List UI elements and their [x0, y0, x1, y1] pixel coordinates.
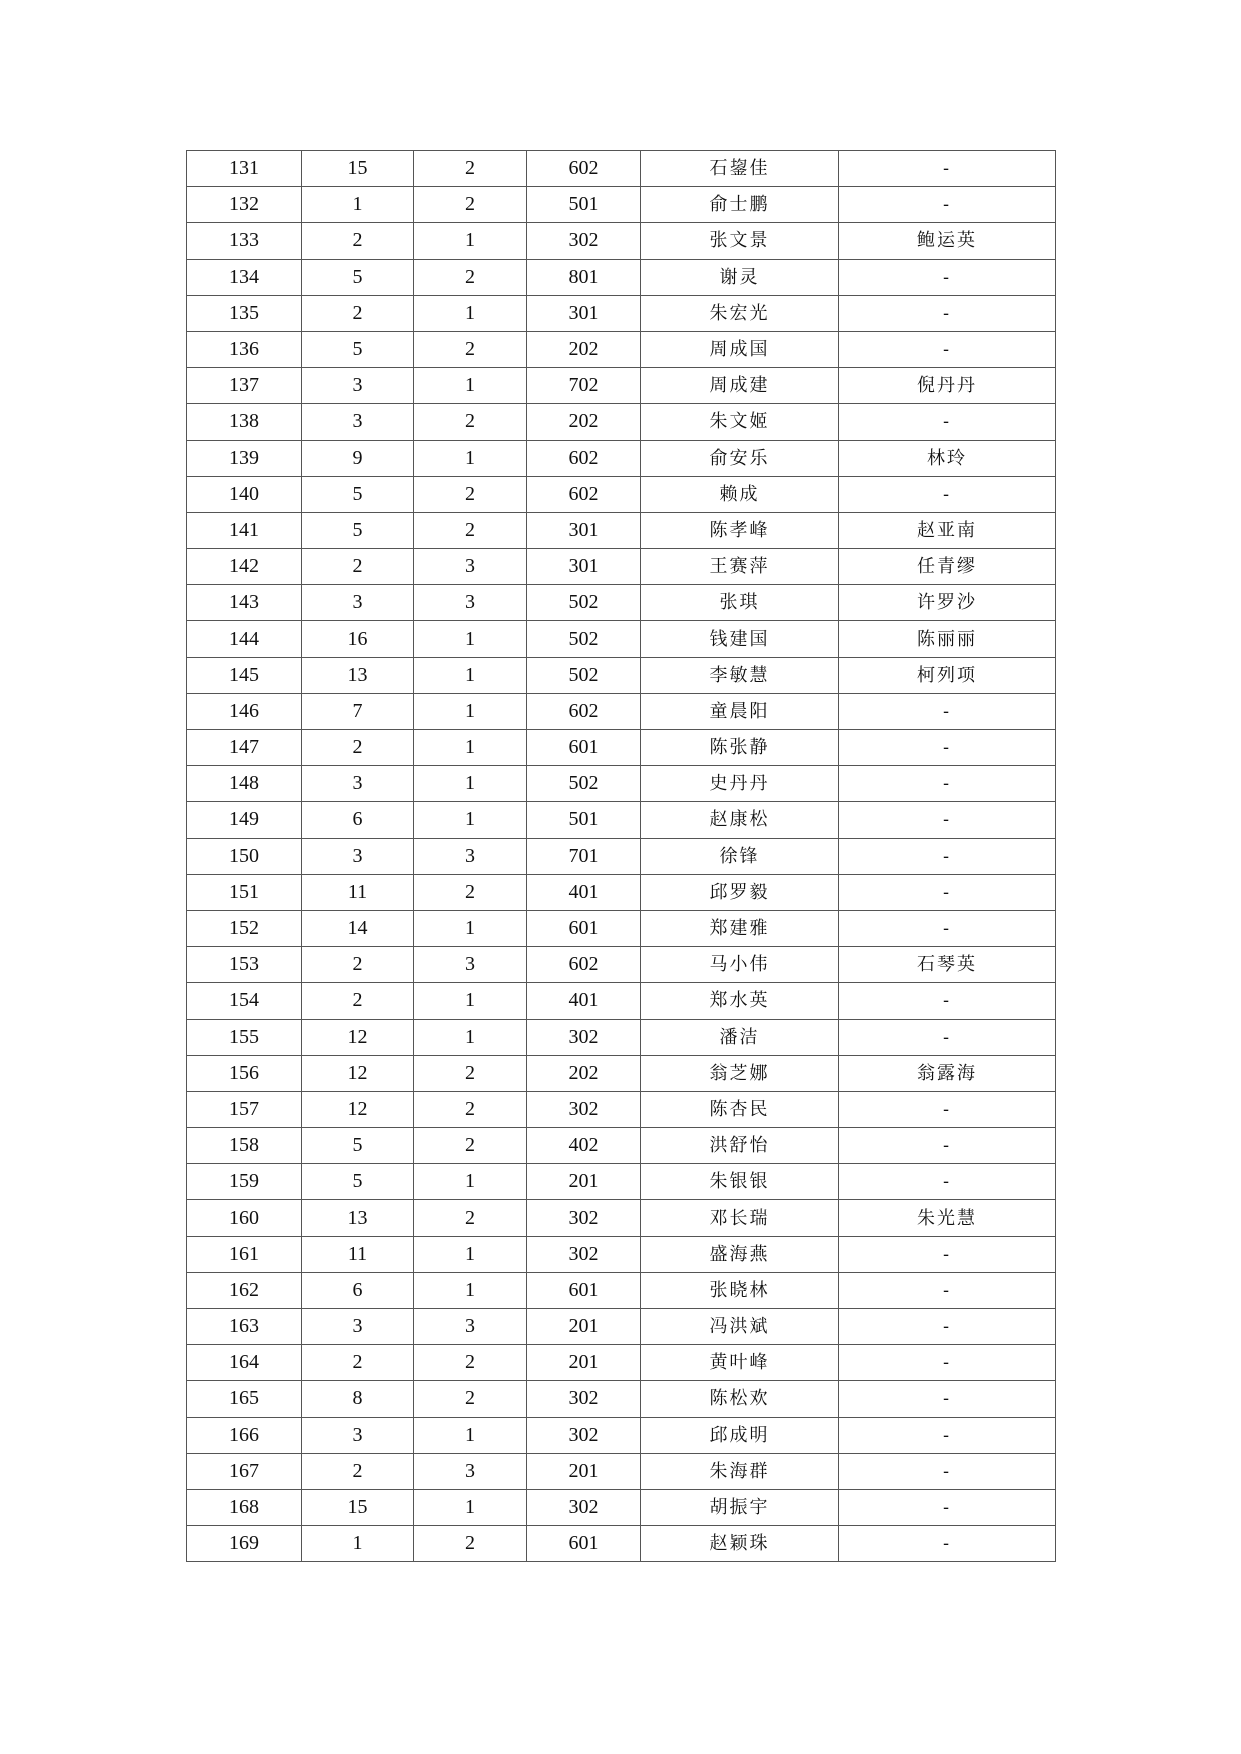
room-cell: 601: [527, 1272, 641, 1308]
room-cell: 702: [527, 368, 641, 404]
partner-cell: -: [839, 1019, 1056, 1055]
row-number-cell: 140: [187, 476, 302, 512]
room-cell: 202: [527, 404, 641, 440]
type-cell: 1: [414, 368, 527, 404]
row-number-cell: 131: [187, 151, 302, 187]
name-cell: 郑水英: [641, 983, 839, 1019]
count-cell: 12: [302, 1055, 414, 1091]
type-cell: 2: [414, 1055, 527, 1091]
room-cell: 401: [527, 874, 641, 910]
room-cell: 302: [527, 1091, 641, 1127]
table-row: [187, 512, 1056, 548]
partner-cell: -: [839, 331, 1056, 367]
row-number-cell: 160: [187, 1200, 302, 1236]
type-cell: 1: [414, 730, 527, 766]
partner-cell: 翁露海: [839, 1055, 1056, 1091]
table-body: [187, 151, 1056, 1562]
room-cell: 302: [527, 1381, 641, 1417]
table-row: [187, 368, 1056, 404]
name-cell: 陈孝峰: [641, 512, 839, 548]
name-cell: 邱罗毅: [641, 874, 839, 910]
partner-cell: 倪丹丹: [839, 368, 1056, 404]
type-cell: 1: [414, 983, 527, 1019]
name-cell: 赵颖珠: [641, 1526, 839, 1562]
partner-cell: -: [839, 1164, 1056, 1200]
partner-cell: -: [839, 1453, 1056, 1489]
partner-cell: 石琴英: [839, 947, 1056, 983]
table-row: [187, 947, 1056, 983]
row-number-cell: 148: [187, 766, 302, 802]
count-cell: 6: [302, 802, 414, 838]
row-number-cell: 159: [187, 1164, 302, 1200]
room-cell: 602: [527, 151, 641, 187]
partner-cell: -: [839, 1417, 1056, 1453]
type-cell: 2: [414, 1200, 527, 1236]
type-cell: 3: [414, 585, 527, 621]
count-cell: 15: [302, 151, 414, 187]
partner-cell: 许罗沙: [839, 585, 1056, 621]
name-cell: 洪舒怡: [641, 1128, 839, 1164]
name-cell: 陈张静: [641, 730, 839, 766]
type-cell: 1: [414, 1489, 527, 1525]
row-number-cell: 163: [187, 1309, 302, 1345]
name-cell: 谢灵: [641, 259, 839, 295]
table-row: [187, 549, 1056, 585]
name-cell: 俞安乐: [641, 440, 839, 476]
room-cell: 602: [527, 440, 641, 476]
partner-cell: -: [839, 1128, 1056, 1164]
count-cell: 1: [302, 1526, 414, 1562]
count-cell: 6: [302, 1272, 414, 1308]
count-cell: 2: [302, 223, 414, 259]
table-row: [187, 1526, 1056, 1562]
row-number-cell: 157: [187, 1091, 302, 1127]
type-cell: 3: [414, 947, 527, 983]
room-cell: 202: [527, 331, 641, 367]
count-cell: 1: [302, 187, 414, 223]
type-cell: 1: [414, 1236, 527, 1272]
partner-cell: -: [839, 983, 1056, 1019]
row-number-cell: 152: [187, 910, 302, 946]
room-cell: 401: [527, 983, 641, 1019]
name-cell: 朱宏光: [641, 295, 839, 331]
type-cell: 1: [414, 1164, 527, 1200]
row-number-cell: 147: [187, 730, 302, 766]
row-number-cell: 136: [187, 331, 302, 367]
row-number-cell: 155: [187, 1019, 302, 1055]
name-cell: 郑建雅: [641, 910, 839, 946]
room-cell: 601: [527, 1526, 641, 1562]
row-number-cell: 168: [187, 1489, 302, 1525]
table-row: [187, 730, 1056, 766]
room-cell: 301: [527, 549, 641, 585]
type-cell: 3: [414, 838, 527, 874]
room-cell: 602: [527, 947, 641, 983]
type-cell: 2: [414, 1526, 527, 1562]
name-cell: 徐锋: [641, 838, 839, 874]
count-cell: 5: [302, 331, 414, 367]
type-cell: 1: [414, 1019, 527, 1055]
table-row: [187, 1489, 1056, 1525]
count-cell: 2: [302, 295, 414, 331]
room-cell: 601: [527, 910, 641, 946]
name-cell: 黄叶峰: [641, 1345, 839, 1381]
count-cell: 5: [302, 512, 414, 548]
partner-cell: -: [839, 766, 1056, 802]
count-cell: 11: [302, 874, 414, 910]
room-cell: 201: [527, 1453, 641, 1489]
row-number-cell: 167: [187, 1453, 302, 1489]
table-row: [187, 331, 1056, 367]
count-cell: 5: [302, 1128, 414, 1164]
table-row: [187, 838, 1056, 874]
name-cell: 李敏慧: [641, 657, 839, 693]
row-number-cell: 156: [187, 1055, 302, 1091]
table-row: [187, 1453, 1056, 1489]
count-cell: 3: [302, 404, 414, 440]
name-cell: 翁芝娜: [641, 1055, 839, 1091]
name-cell: 张琪: [641, 585, 839, 621]
room-cell: 202: [527, 1055, 641, 1091]
partner-cell: -: [839, 730, 1056, 766]
partner-cell: -: [839, 1091, 1056, 1127]
name-cell: 童晨阳: [641, 693, 839, 729]
partner-cell: -: [839, 151, 1056, 187]
row-number-cell: 158: [187, 1128, 302, 1164]
room-cell: 502: [527, 585, 641, 621]
name-cell: 邓长瑞: [641, 1200, 839, 1236]
table-row: [187, 983, 1056, 1019]
table-row: [187, 1417, 1056, 1453]
name-cell: 俞士鹏: [641, 187, 839, 223]
count-cell: 3: [302, 585, 414, 621]
row-number-cell: 161: [187, 1236, 302, 1272]
count-cell: 9: [302, 440, 414, 476]
name-cell: 马小伟: [641, 947, 839, 983]
partner-cell: -: [839, 187, 1056, 223]
type-cell: 1: [414, 1272, 527, 1308]
row-number-cell: 133: [187, 223, 302, 259]
count-cell: 13: [302, 657, 414, 693]
partner-cell: -: [839, 295, 1056, 331]
type-cell: 1: [414, 1417, 527, 1453]
name-cell: 张晓林: [641, 1272, 839, 1308]
table-row: [187, 1345, 1056, 1381]
table-row: [187, 259, 1056, 295]
partner-cell: -: [839, 1236, 1056, 1272]
row-number-cell: 144: [187, 621, 302, 657]
table-row: [187, 874, 1056, 910]
row-number-cell: 143: [187, 585, 302, 621]
count-cell: 2: [302, 1345, 414, 1381]
table-row: [187, 585, 1056, 621]
name-cell: 潘洁: [641, 1019, 839, 1055]
table-row: [187, 1272, 1056, 1308]
count-cell: 13: [302, 1200, 414, 1236]
partner-cell: -: [839, 1345, 1056, 1381]
table-row: [187, 1091, 1056, 1127]
type-cell: 2: [414, 512, 527, 548]
count-cell: 3: [302, 838, 414, 874]
type-cell: 3: [414, 549, 527, 585]
type-cell: 2: [414, 331, 527, 367]
row-number-cell: 154: [187, 983, 302, 1019]
table-row: [187, 766, 1056, 802]
partner-cell: 鲍运英: [839, 223, 1056, 259]
partner-cell: -: [839, 910, 1056, 946]
partner-cell: 任青缪: [839, 549, 1056, 585]
row-number-cell: 166: [187, 1417, 302, 1453]
table-row: [187, 657, 1056, 693]
room-cell: 602: [527, 476, 641, 512]
table-row: [187, 693, 1056, 729]
room-cell: 302: [527, 1236, 641, 1272]
count-cell: 5: [302, 1164, 414, 1200]
type-cell: 1: [414, 223, 527, 259]
count-cell: 5: [302, 476, 414, 512]
name-cell: 石鋆佳: [641, 151, 839, 187]
count-cell: 2: [302, 983, 414, 1019]
partner-cell: -: [839, 1489, 1056, 1525]
partner-cell: -: [839, 1309, 1056, 1345]
name-cell: 冯洪斌: [641, 1309, 839, 1345]
type-cell: 1: [414, 766, 527, 802]
room-cell: 602: [527, 693, 641, 729]
partner-cell: -: [839, 404, 1056, 440]
count-cell: 15: [302, 1489, 414, 1525]
table-row: [187, 151, 1056, 187]
room-cell: 201: [527, 1345, 641, 1381]
type-cell: 2: [414, 874, 527, 910]
table-row: [187, 1200, 1056, 1236]
type-cell: 3: [414, 1453, 527, 1489]
room-cell: 301: [527, 295, 641, 331]
type-cell: 2: [414, 187, 527, 223]
room-cell: 502: [527, 621, 641, 657]
table-row: [187, 1055, 1056, 1091]
room-cell: 302: [527, 1200, 641, 1236]
partner-cell: 朱光慧: [839, 1200, 1056, 1236]
table-row: [187, 1381, 1056, 1417]
table-row: [187, 295, 1056, 331]
type-cell: 1: [414, 802, 527, 838]
row-number-cell: 149: [187, 802, 302, 838]
row-number-cell: 145: [187, 657, 302, 693]
row-number-cell: 142: [187, 549, 302, 585]
table-row: [187, 1128, 1056, 1164]
room-cell: 402: [527, 1128, 641, 1164]
row-number-cell: 162: [187, 1272, 302, 1308]
room-cell: 502: [527, 657, 641, 693]
name-cell: 周成国: [641, 331, 839, 367]
room-cell: 201: [527, 1309, 641, 1345]
count-cell: 12: [302, 1019, 414, 1055]
row-number-cell: 153: [187, 947, 302, 983]
room-cell: 302: [527, 1417, 641, 1453]
type-cell: 2: [414, 1128, 527, 1164]
partner-cell: -: [839, 259, 1056, 295]
count-cell: 5: [302, 259, 414, 295]
name-cell: 邱成明: [641, 1417, 839, 1453]
table-row: [187, 621, 1056, 657]
name-cell: 王赛萍: [641, 549, 839, 585]
partner-cell: -: [839, 476, 1056, 512]
name-cell: 史丹丹: [641, 766, 839, 802]
count-cell: 14: [302, 910, 414, 946]
type-cell: 3: [414, 1309, 527, 1345]
name-cell: 张文景: [641, 223, 839, 259]
name-cell: 胡振宇: [641, 1489, 839, 1525]
room-cell: 701: [527, 838, 641, 874]
partner-cell: -: [839, 838, 1056, 874]
count-cell: 3: [302, 368, 414, 404]
row-number-cell: 132: [187, 187, 302, 223]
table-row: [187, 1164, 1056, 1200]
table-row: [187, 404, 1056, 440]
row-number-cell: 150: [187, 838, 302, 874]
type-cell: 1: [414, 657, 527, 693]
room-cell: 302: [527, 1489, 641, 1525]
type-cell: 2: [414, 1091, 527, 1127]
table-row: [187, 1236, 1056, 1272]
count-cell: 2: [302, 730, 414, 766]
name-cell: 盛海燕: [641, 1236, 839, 1272]
room-cell: 501: [527, 802, 641, 838]
partner-cell: 赵亚南: [839, 512, 1056, 548]
count-cell: 3: [302, 766, 414, 802]
name-cell: 朱银银: [641, 1164, 839, 1200]
row-number-cell: 134: [187, 259, 302, 295]
type-cell: 2: [414, 1345, 527, 1381]
row-number-cell: 137: [187, 368, 302, 404]
row-number-cell: 139: [187, 440, 302, 476]
room-cell: 201: [527, 1164, 641, 1200]
row-number-cell: 138: [187, 404, 302, 440]
room-cell: 302: [527, 223, 641, 259]
type-cell: 2: [414, 476, 527, 512]
partner-cell: -: [839, 802, 1056, 838]
room-cell: 601: [527, 730, 641, 766]
name-cell: 赖成: [641, 476, 839, 512]
partner-cell: 陈丽丽: [839, 621, 1056, 657]
name-cell: 赵康松: [641, 802, 839, 838]
partner-cell: -: [839, 1272, 1056, 1308]
room-cell: 502: [527, 766, 641, 802]
name-cell: 周成建: [641, 368, 839, 404]
row-number-cell: 141: [187, 512, 302, 548]
room-cell: 302: [527, 1019, 641, 1055]
name-cell: 陈杏民: [641, 1091, 839, 1127]
room-cell: 801: [527, 259, 641, 295]
type-cell: 2: [414, 1381, 527, 1417]
count-cell: 16: [302, 621, 414, 657]
count-cell: 2: [302, 549, 414, 585]
count-cell: 12: [302, 1091, 414, 1127]
table-row: [187, 440, 1056, 476]
table-row: [187, 223, 1056, 259]
type-cell: 1: [414, 295, 527, 331]
partner-cell: -: [839, 693, 1056, 729]
count-cell: 7: [302, 693, 414, 729]
table-row: [187, 910, 1056, 946]
row-number-cell: 169: [187, 1526, 302, 1562]
row-number-cell: 146: [187, 693, 302, 729]
data-table: [186, 150, 1056, 1562]
count-cell: 8: [302, 1381, 414, 1417]
partner-cell: -: [839, 874, 1056, 910]
name-cell: 朱海群: [641, 1453, 839, 1489]
count-cell: 3: [302, 1309, 414, 1345]
room-cell: 301: [527, 512, 641, 548]
row-number-cell: 151: [187, 874, 302, 910]
table-row: [187, 476, 1056, 512]
type-cell: 1: [414, 621, 527, 657]
type-cell: 2: [414, 151, 527, 187]
partner-cell: -: [839, 1381, 1056, 1417]
type-cell: 1: [414, 693, 527, 729]
partner-cell: 林玲: [839, 440, 1056, 476]
name-cell: 钱建国: [641, 621, 839, 657]
table-row: [187, 187, 1056, 223]
table-row: [187, 1309, 1056, 1345]
type-cell: 2: [414, 404, 527, 440]
type-cell: 1: [414, 440, 527, 476]
name-cell: 陈松欢: [641, 1381, 839, 1417]
count-cell: 11: [302, 1236, 414, 1272]
count-cell: 2: [302, 1453, 414, 1489]
partner-cell: 柯列项: [839, 657, 1056, 693]
table-row: [187, 1019, 1056, 1055]
count-cell: 2: [302, 947, 414, 983]
row-number-cell: 165: [187, 1381, 302, 1417]
row-number-cell: 164: [187, 1345, 302, 1381]
name-cell: 朱文姬: [641, 404, 839, 440]
row-number-cell: 135: [187, 295, 302, 331]
room-cell: 501: [527, 187, 641, 223]
type-cell: 2: [414, 259, 527, 295]
count-cell: 3: [302, 1417, 414, 1453]
partner-cell: -: [839, 1526, 1056, 1562]
type-cell: 1: [414, 910, 527, 946]
table-row: [187, 802, 1056, 838]
